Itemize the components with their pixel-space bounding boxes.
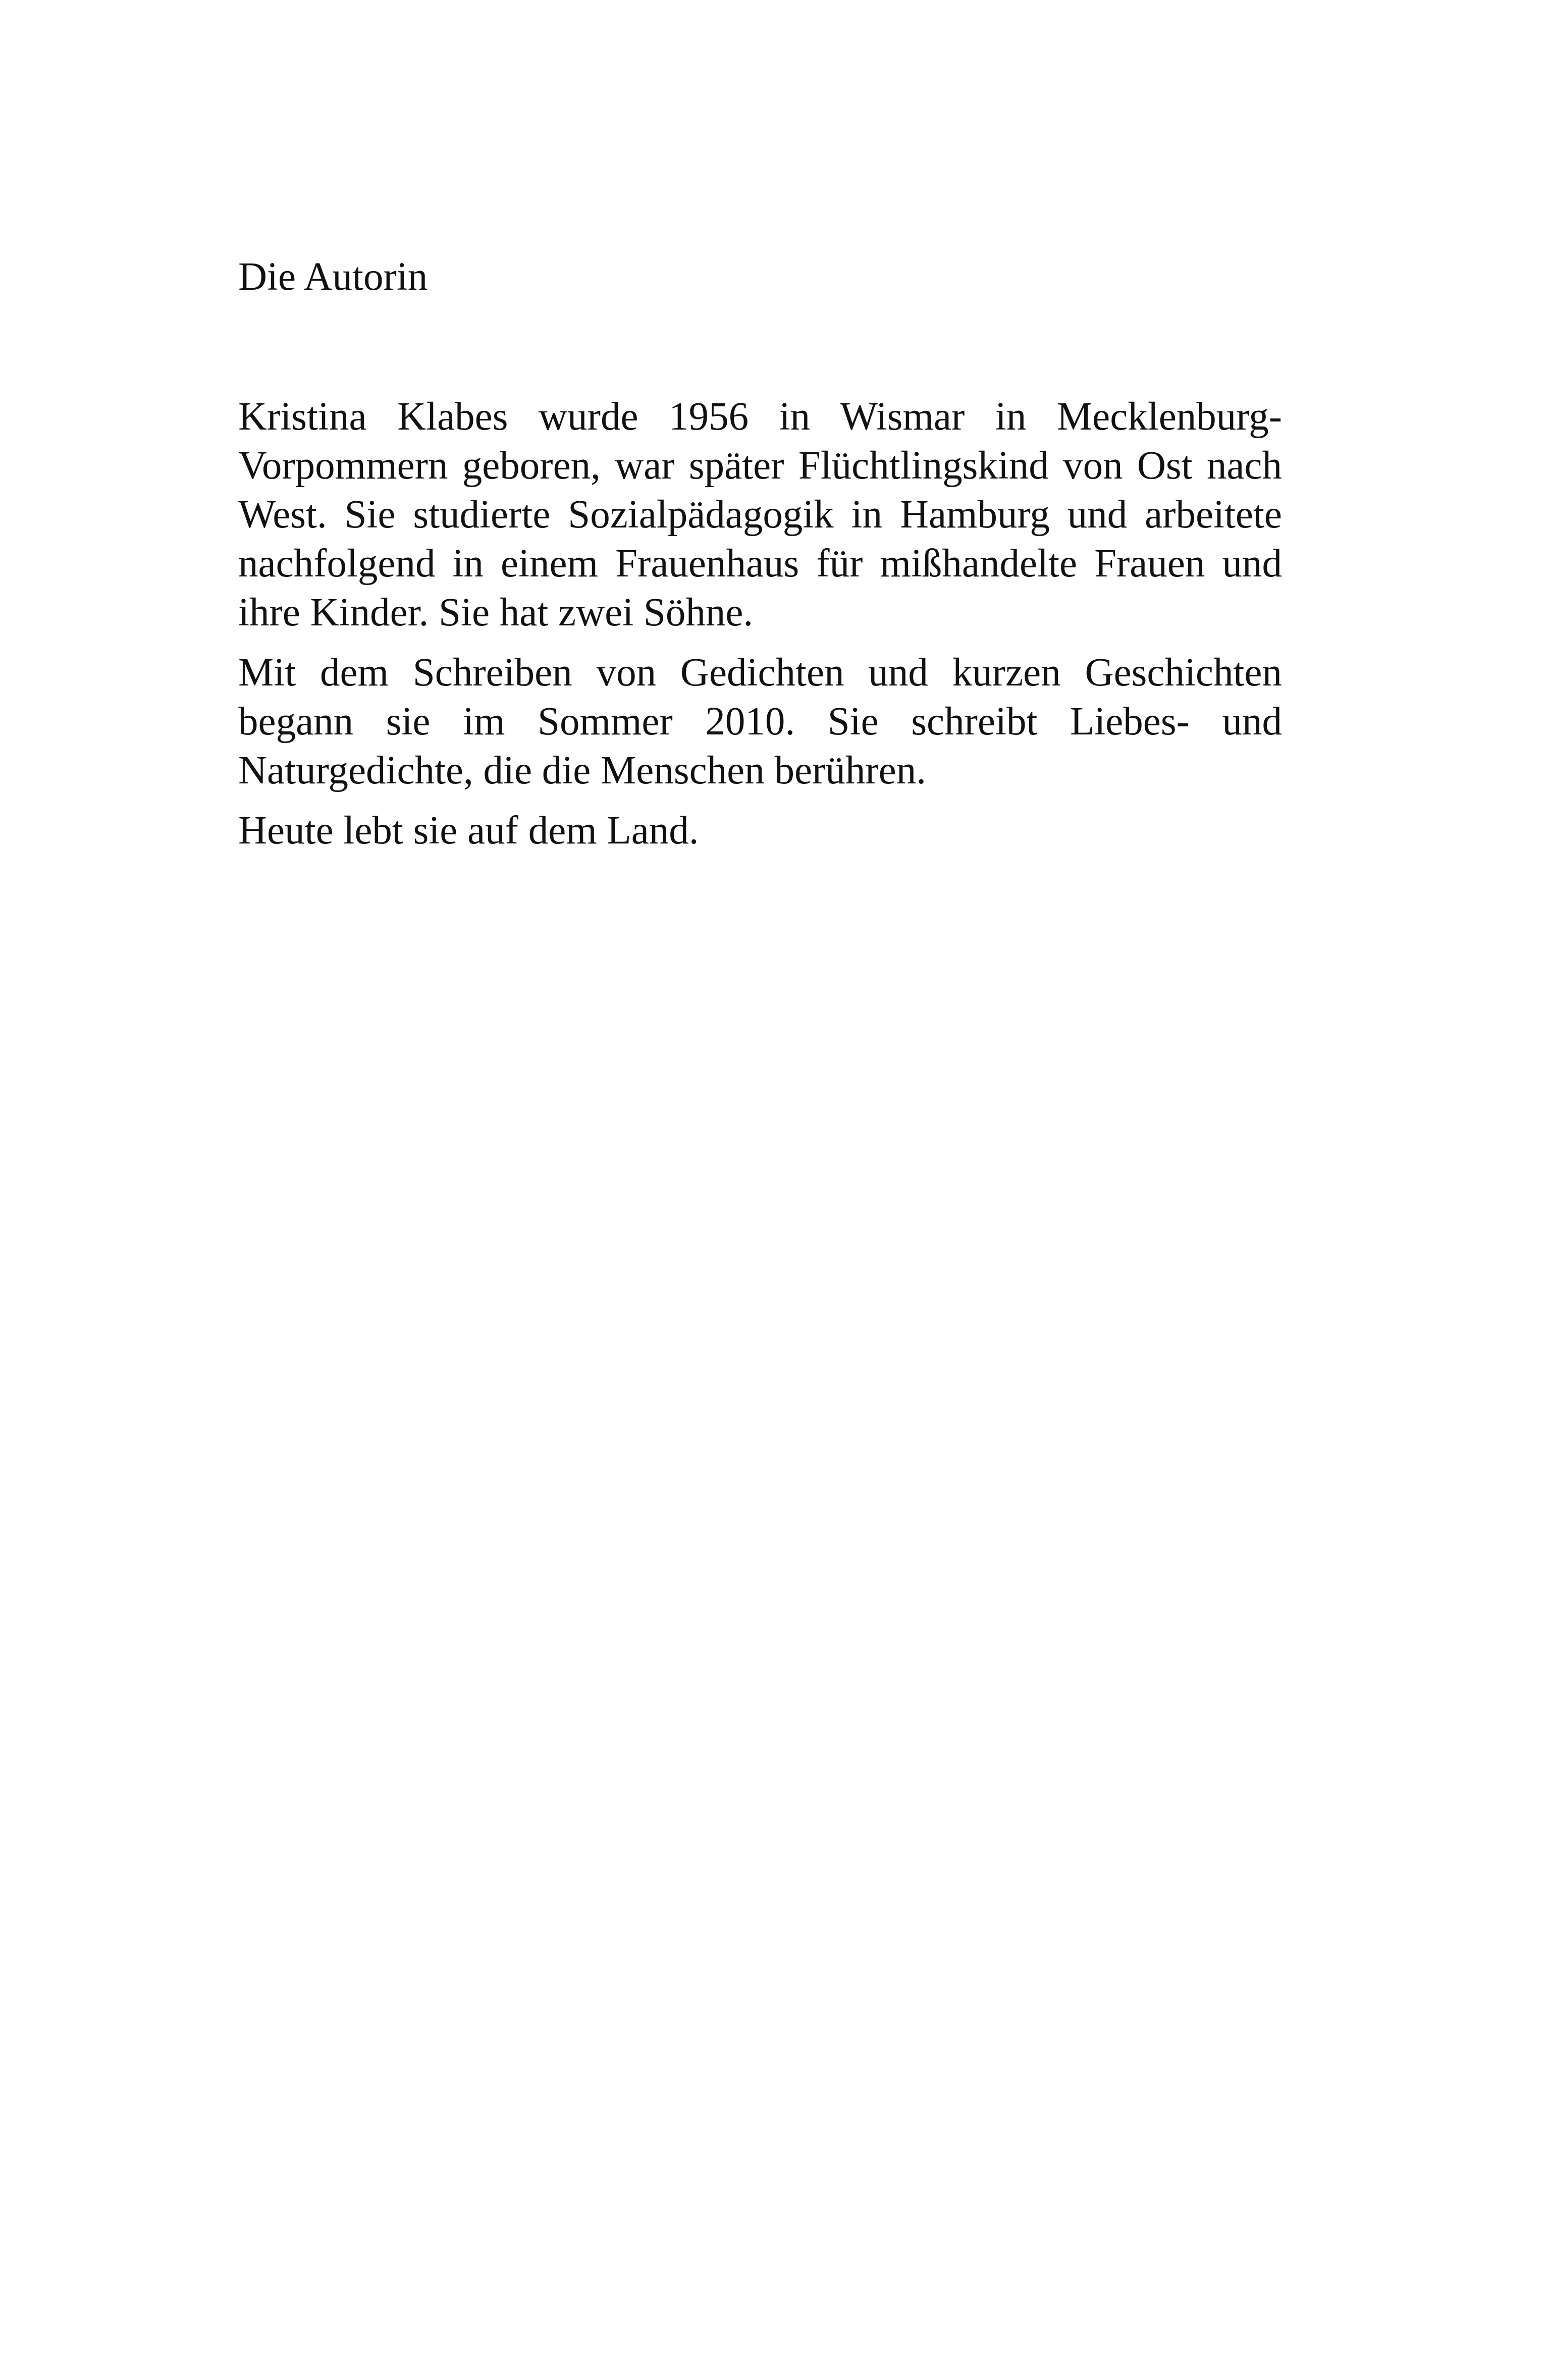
author-bio: [238, 252, 1282, 866]
residence-paragraph: Heute lebt sie auf dem Land.: [238, 809, 699, 853]
bio-paragraph: Kristina Klabes wurde 1956 in Wismar in Mecklenburg-Vorpommern geboren, war später Flüchtlingskind von Ost nach West. Sie studierte Sozialpädagogik in Hamburg und arbeitete nachfolgend in einem Frauenhaus für mißhandelte Frauen und ihre Kinder. Sie hat zwei Söhne.: [238, 395, 1282, 634]
section-heading: Die Autorin: [238, 255, 428, 299]
writing-paragraph: Mit dem Schreiben von Gedichten und kurzen Geschichten begann sie im Sommer 2010. Sie schreibt Liebes- und Naturgedichte, die die Menschen berühren.: [238, 651, 1282, 792]
